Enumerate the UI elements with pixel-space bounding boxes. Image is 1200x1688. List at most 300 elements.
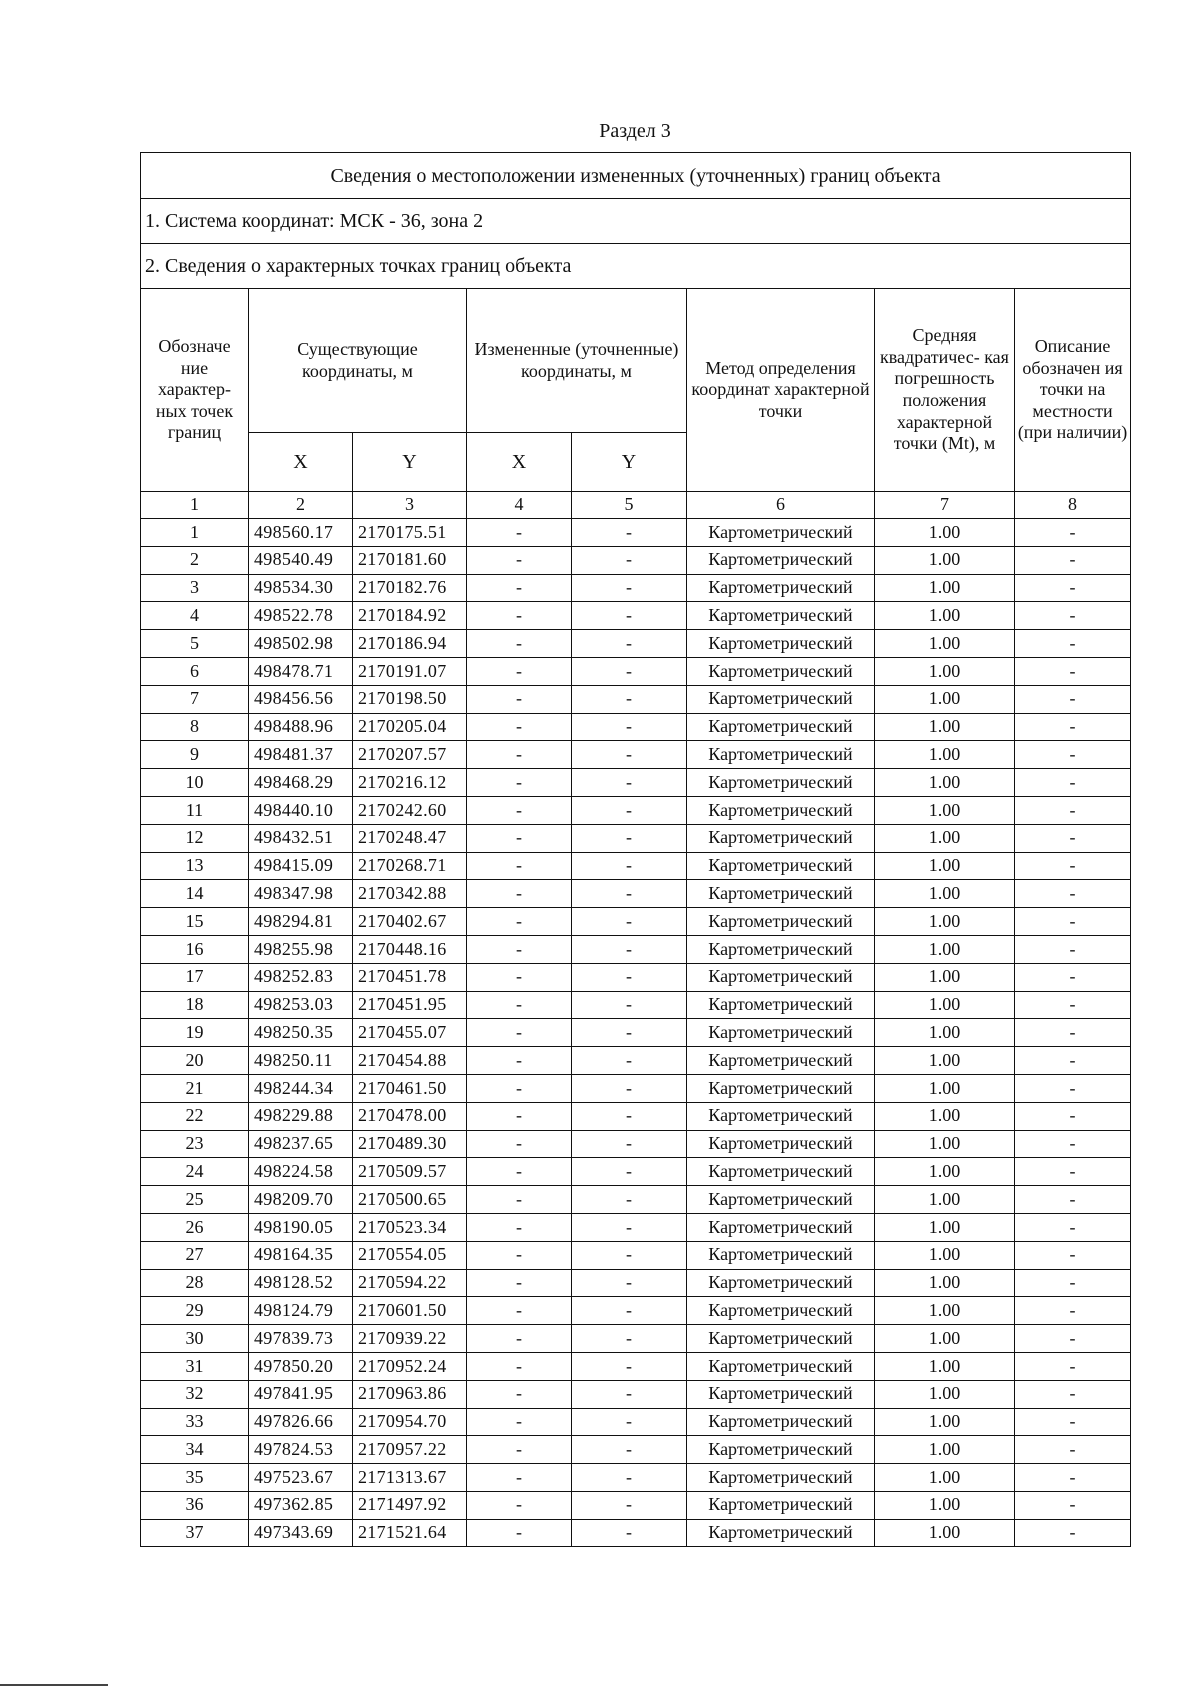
y-changed-cell: - — [572, 1269, 687, 1297]
x-changed-cell: - — [467, 657, 572, 685]
x-existing-cell: 498244.34 — [249, 1074, 353, 1102]
column-number: 4 — [467, 492, 572, 519]
y-changed-cell: - — [572, 796, 687, 824]
table-row — [141, 1213, 1131, 1241]
y-existing-cell: 2170184.92 — [353, 602, 467, 630]
description-cell: - — [1015, 630, 1131, 658]
point-number-cell: 34 — [141, 1436, 249, 1464]
error-cell: 1.00 — [875, 1352, 1015, 1380]
y-changed-cell: - — [572, 991, 687, 1019]
point-number-cell: 9 — [141, 741, 249, 769]
error-cell: 1.00 — [875, 519, 1015, 547]
y-changed-cell: - — [572, 574, 687, 602]
description-cell: - — [1015, 1213, 1131, 1241]
x-existing-cell: 498224.58 — [249, 1158, 353, 1186]
error-cell: 1.00 — [875, 630, 1015, 658]
error-cell: 1.00 — [875, 713, 1015, 741]
method-cell: Картометрический — [687, 1269, 875, 1297]
y-existing-cell: 2170451.78 — [353, 963, 467, 991]
y-existing-cell: 2170448.16 — [353, 935, 467, 963]
table-title: Сведения о местоположении измененных (уточненных) границ объекта — [141, 153, 1131, 199]
x-existing-cell: 498253.03 — [249, 991, 353, 1019]
y-changed-cell: - — [572, 1464, 687, 1492]
x-changed-cell: - — [467, 1325, 572, 1353]
y-changed-cell: - — [572, 685, 687, 713]
table-row — [141, 1186, 1131, 1214]
description-cell: - — [1015, 1519, 1131, 1547]
table-row — [141, 824, 1131, 852]
method-cell: Картометрический — [687, 908, 875, 936]
table-row — [141, 1380, 1131, 1408]
y-existing-cell: 2170489.30 — [353, 1130, 467, 1158]
description-cell: - — [1015, 880, 1131, 908]
y-changed-cell: - — [572, 519, 687, 547]
method-cell: Картометрический — [687, 963, 875, 991]
description-cell: - — [1015, 657, 1131, 685]
y-changed-cell: - — [572, 1436, 687, 1464]
point-number-cell: 25 — [141, 1186, 249, 1214]
x-existing-cell: 498468.29 — [249, 769, 353, 797]
description-cell: - — [1015, 602, 1131, 630]
error-cell: 1.00 — [875, 963, 1015, 991]
error-cell: 1.00 — [875, 1213, 1015, 1241]
y-existing-cell: 2170182.76 — [353, 574, 467, 602]
x-existing-cell: 497824.53 — [249, 1436, 353, 1464]
error-cell: 1.00 — [875, 546, 1015, 574]
error-cell: 1.00 — [875, 991, 1015, 1019]
description-cell: - — [1015, 852, 1131, 880]
x-changed-cell: - — [467, 1102, 572, 1130]
point-number-cell: 26 — [141, 1213, 249, 1241]
y-changed-cell: - — [572, 1491, 687, 1519]
error-cell: 1.00 — [875, 935, 1015, 963]
y-existing-cell: 2170523.34 — [353, 1213, 467, 1241]
y-changed-cell: - — [572, 1186, 687, 1214]
point-number-cell: 18 — [141, 991, 249, 1019]
x-existing-cell: 498229.88 — [249, 1102, 353, 1130]
table-row — [141, 602, 1131, 630]
column-number: 6 — [687, 492, 875, 519]
method-cell: Картометрический — [687, 1186, 875, 1214]
y-changed-cell: - — [572, 630, 687, 658]
method-cell: Картометрический — [687, 1074, 875, 1102]
point-number-cell: 22 — [141, 1102, 249, 1130]
point-number-cell: 14 — [141, 880, 249, 908]
y-existing-cell: 2170509.57 — [353, 1158, 467, 1186]
x-changed-cell: - — [467, 519, 572, 547]
y-existing-cell: 2170342.88 — [353, 880, 467, 908]
x-changed-cell: - — [467, 1464, 572, 1492]
point-number-cell: 28 — [141, 1269, 249, 1297]
table-row — [141, 630, 1131, 658]
x-changed-cell: - — [467, 796, 572, 824]
method-cell: Картометрический — [687, 935, 875, 963]
method-cell: Картометрический — [687, 519, 875, 547]
table-row — [141, 713, 1131, 741]
table-row — [141, 657, 1131, 685]
y-changed-cell: - — [572, 1325, 687, 1353]
point-number-cell: 37 — [141, 1519, 249, 1547]
y-existing-cell: 2170216.12 — [353, 769, 467, 797]
header-x-changed: X — [467, 433, 572, 492]
method-cell: Картометрический — [687, 852, 875, 880]
error-cell: 1.00 — [875, 1158, 1015, 1186]
x-changed-cell: - — [467, 1519, 572, 1547]
x-existing-cell: 498347.98 — [249, 880, 353, 908]
table-row — [141, 935, 1131, 963]
method-cell: Картометрический — [687, 824, 875, 852]
description-cell: - — [1015, 769, 1131, 797]
x-existing-cell: 498209.70 — [249, 1186, 353, 1214]
x-changed-cell: - — [467, 1241, 572, 1269]
header-point-designation: Обозначе ние характер- ных точек границ — [141, 289, 249, 492]
description-cell: - — [1015, 1047, 1131, 1075]
error-cell: 1.00 — [875, 1519, 1015, 1547]
error-cell: 1.00 — [875, 796, 1015, 824]
x-existing-cell: 498440.10 — [249, 796, 353, 824]
error-cell: 1.00 — [875, 769, 1015, 797]
method-cell: Картометрический — [687, 1130, 875, 1158]
table-row — [141, 1269, 1131, 1297]
x-changed-cell: - — [467, 685, 572, 713]
point-number-cell: 36 — [141, 1491, 249, 1519]
error-cell: 1.00 — [875, 824, 1015, 852]
y-changed-cell: - — [572, 880, 687, 908]
header-error: Средняя квадратичес- кая погрешность положения характерной точки (Mt), м — [875, 289, 1015, 492]
method-cell: Картометрический — [687, 1241, 875, 1269]
point-number-cell: 32 — [141, 1380, 249, 1408]
point-number-cell: 2 — [141, 546, 249, 574]
table-row — [141, 1297, 1131, 1325]
column-number: 2 — [249, 492, 353, 519]
description-cell: - — [1015, 1325, 1131, 1353]
column-number: 8 — [1015, 492, 1131, 519]
x-existing-cell: 498252.83 — [249, 963, 353, 991]
method-cell: Картометрический — [687, 685, 875, 713]
y-existing-cell: 2171497.92 — [353, 1491, 467, 1519]
point-number-cell: 33 — [141, 1408, 249, 1436]
point-number-cell: 27 — [141, 1241, 249, 1269]
table-row — [141, 1102, 1131, 1130]
coord-system: 1. Система координат: МСК - 36, зона 2 — [141, 199, 1131, 244]
table-row — [141, 1130, 1131, 1158]
x-changed-cell: - — [467, 1158, 572, 1186]
header-changed-coords: Измененные (уточненные) координаты, м — [467, 289, 687, 433]
method-cell: Картометрический — [687, 1213, 875, 1241]
description-cell: - — [1015, 1464, 1131, 1492]
x-existing-cell: 498540.49 — [249, 546, 353, 574]
table-row — [141, 1241, 1131, 1269]
description-cell: - — [1015, 685, 1131, 713]
table-row — [141, 1019, 1131, 1047]
y-existing-cell: 2170175.51 — [353, 519, 467, 547]
x-existing-cell: 498237.65 — [249, 1130, 353, 1158]
y-changed-cell: - — [572, 1241, 687, 1269]
error-cell: 1.00 — [875, 1325, 1015, 1353]
description-cell: - — [1015, 1436, 1131, 1464]
point-number-cell: 20 — [141, 1047, 249, 1075]
x-existing-cell: 498456.56 — [249, 685, 353, 713]
error-cell: 1.00 — [875, 1408, 1015, 1436]
header-method: Метод определения координат характерной точки — [687, 289, 875, 492]
column-number: 1 — [141, 492, 249, 519]
point-number-cell: 11 — [141, 796, 249, 824]
x-changed-cell: - — [467, 1380, 572, 1408]
x-changed-cell: - — [467, 546, 572, 574]
point-number-cell: 13 — [141, 852, 249, 880]
error-cell: 1.00 — [875, 657, 1015, 685]
x-existing-cell: 497343.69 — [249, 1519, 353, 1547]
y-existing-cell: 2170402.67 — [353, 908, 467, 936]
x-changed-cell: - — [467, 1352, 572, 1380]
description-cell: - — [1015, 741, 1131, 769]
y-changed-cell: - — [572, 1297, 687, 1325]
boundary-table — [140, 152, 1131, 1547]
description-cell: - — [1015, 713, 1131, 741]
x-changed-cell: - — [467, 852, 572, 880]
y-existing-cell: 2170455.07 — [353, 1019, 467, 1047]
header-y-existing: Y — [353, 433, 467, 492]
y-changed-cell: - — [572, 741, 687, 769]
description-cell: - — [1015, 546, 1131, 574]
point-number-cell: 8 — [141, 713, 249, 741]
error-cell: 1.00 — [875, 1380, 1015, 1408]
error-cell: 1.00 — [875, 685, 1015, 713]
y-changed-cell: - — [572, 963, 687, 991]
table-row — [141, 769, 1131, 797]
column-number: 5 — [572, 492, 687, 519]
description-cell: - — [1015, 1241, 1131, 1269]
y-changed-cell: - — [572, 1380, 687, 1408]
point-number-cell: 16 — [141, 935, 249, 963]
error-cell: 1.00 — [875, 1130, 1015, 1158]
method-cell: Картометрический — [687, 1352, 875, 1380]
table-row — [141, 1352, 1131, 1380]
x-changed-cell: - — [467, 630, 572, 658]
x-existing-cell: 498481.37 — [249, 741, 353, 769]
y-existing-cell: 2170554.05 — [353, 1241, 467, 1269]
x-existing-cell: 498502.98 — [249, 630, 353, 658]
x-existing-cell: 498190.05 — [249, 1213, 353, 1241]
y-changed-cell: - — [572, 908, 687, 936]
description-cell: - — [1015, 519, 1131, 547]
x-existing-cell: 498560.17 — [249, 519, 353, 547]
method-cell: Картометрический — [687, 546, 875, 574]
y-existing-cell: 2170461.50 — [353, 1074, 467, 1102]
method-cell: Картометрический — [687, 1436, 875, 1464]
y-existing-cell: 2170952.24 — [353, 1352, 467, 1380]
x-changed-cell: - — [467, 935, 572, 963]
y-changed-cell: - — [572, 1102, 687, 1130]
y-existing-cell: 2170191.07 — [353, 657, 467, 685]
points-info: 2. Сведения о характерных точках границ объекта — [141, 244, 1131, 289]
y-changed-cell: - — [572, 1213, 687, 1241]
x-existing-cell: 498478.71 — [249, 657, 353, 685]
x-changed-cell: - — [467, 1436, 572, 1464]
method-cell: Картометрический — [687, 1325, 875, 1353]
method-cell: Картометрический — [687, 1297, 875, 1325]
description-cell: - — [1015, 1102, 1131, 1130]
table-row — [141, 1047, 1131, 1075]
y-changed-cell: - — [572, 769, 687, 797]
y-existing-cell: 2170454.88 — [353, 1047, 467, 1075]
x-existing-cell: 497362.85 — [249, 1491, 353, 1519]
point-number-cell: 4 — [141, 602, 249, 630]
point-number-cell: 12 — [141, 824, 249, 852]
x-changed-cell: - — [467, 741, 572, 769]
page-edge-line — [0, 1684, 108, 1686]
table-row — [141, 852, 1131, 880]
y-existing-cell: 2170939.22 — [353, 1325, 467, 1353]
y-existing-cell: 2170594.22 — [353, 1269, 467, 1297]
table-row — [141, 796, 1131, 824]
description-cell: - — [1015, 1380, 1131, 1408]
point-number-cell: 35 — [141, 1464, 249, 1492]
description-cell: - — [1015, 1186, 1131, 1214]
error-cell: 1.00 — [875, 1464, 1015, 1492]
column-numbers-row — [141, 492, 1131, 519]
y-existing-cell: 2171521.64 — [353, 1519, 467, 1547]
table-row — [141, 1519, 1131, 1547]
method-cell: Картометрический — [687, 1047, 875, 1075]
error-cell: 1.00 — [875, 908, 1015, 936]
header-description: Описание обозначен ия точки на местности (при наличии) — [1015, 289, 1131, 492]
header-existing-coords: Существующие координаты, м — [249, 289, 467, 433]
x-changed-cell: - — [467, 880, 572, 908]
error-cell: 1.00 — [875, 1269, 1015, 1297]
x-changed-cell: - — [467, 1269, 572, 1297]
error-cell: 1.00 — [875, 1102, 1015, 1130]
table-row — [141, 1325, 1131, 1353]
section-title: Раздел 3 — [599, 120, 671, 142]
table-row — [141, 546, 1131, 574]
table-row — [141, 1436, 1131, 1464]
y-changed-cell: - — [572, 1019, 687, 1047]
x-changed-cell: - — [467, 1297, 572, 1325]
method-cell: Картометрический — [687, 1102, 875, 1130]
table-row — [141, 908, 1131, 936]
method-cell: Картометрический — [687, 630, 875, 658]
description-cell: - — [1015, 796, 1131, 824]
x-changed-cell: - — [467, 963, 572, 991]
method-cell: Картометрический — [687, 1519, 875, 1547]
point-number-cell: 31 — [141, 1352, 249, 1380]
y-changed-cell: - — [572, 1074, 687, 1102]
error-cell: 1.00 — [875, 741, 1015, 769]
point-number-cell: 10 — [141, 769, 249, 797]
y-changed-cell: - — [572, 1352, 687, 1380]
x-changed-cell: - — [467, 1130, 572, 1158]
y-existing-cell: 2171313.67 — [353, 1464, 467, 1492]
point-number-cell: 6 — [141, 657, 249, 685]
y-existing-cell: 2170207.57 — [353, 741, 467, 769]
method-cell: Картометрический — [687, 1408, 875, 1436]
point-number-cell: 15 — [141, 908, 249, 936]
y-existing-cell: 2170500.65 — [353, 1186, 467, 1214]
x-changed-cell: - — [467, 1186, 572, 1214]
description-cell: - — [1015, 574, 1131, 602]
y-changed-cell: - — [572, 1130, 687, 1158]
table-row — [141, 741, 1131, 769]
y-changed-cell: - — [572, 713, 687, 741]
table-row — [141, 1158, 1131, 1186]
method-cell: Картометрический — [687, 1464, 875, 1492]
method-cell: Картометрический — [687, 1158, 875, 1186]
x-changed-cell: - — [467, 824, 572, 852]
table-row — [141, 1074, 1131, 1102]
table-row — [141, 685, 1131, 713]
x-existing-cell: 497826.66 — [249, 1408, 353, 1436]
x-existing-cell: 498294.81 — [249, 908, 353, 936]
y-existing-cell: 2170198.50 — [353, 685, 467, 713]
error-cell: 1.00 — [875, 1074, 1015, 1102]
x-existing-cell: 498488.96 — [249, 713, 353, 741]
x-changed-cell: - — [467, 1019, 572, 1047]
x-existing-cell: 498432.51 — [249, 824, 353, 852]
point-number-cell: 7 — [141, 685, 249, 713]
x-existing-cell: 497850.20 — [249, 1352, 353, 1380]
x-existing-cell: 498255.98 — [249, 935, 353, 963]
x-existing-cell: 497841.95 — [249, 1380, 353, 1408]
description-cell: - — [1015, 991, 1131, 1019]
y-existing-cell: 2170963.86 — [353, 1380, 467, 1408]
point-number-cell: 24 — [141, 1158, 249, 1186]
header-y-changed: Y — [572, 433, 687, 492]
y-changed-cell: - — [572, 935, 687, 963]
method-cell: Картометрический — [687, 713, 875, 741]
y-existing-cell: 2170268.71 — [353, 852, 467, 880]
method-cell: Картометрический — [687, 574, 875, 602]
description-cell: - — [1015, 963, 1131, 991]
point-number-cell: 19 — [141, 1019, 249, 1047]
method-cell: Картометрический — [687, 741, 875, 769]
error-cell: 1.00 — [875, 1241, 1015, 1269]
x-changed-cell: - — [467, 574, 572, 602]
description-cell: - — [1015, 824, 1131, 852]
x-existing-cell: 497839.73 — [249, 1325, 353, 1353]
y-existing-cell: 2170205.04 — [353, 713, 467, 741]
x-changed-cell: - — [467, 1213, 572, 1241]
method-cell: Картометрический — [687, 991, 875, 1019]
table-row — [141, 1464, 1131, 1492]
y-existing-cell: 2170954.70 — [353, 1408, 467, 1436]
header-x-existing: X — [249, 433, 353, 492]
x-changed-cell: - — [467, 713, 572, 741]
table-row — [141, 574, 1131, 602]
description-cell: - — [1015, 1269, 1131, 1297]
error-cell: 1.00 — [875, 1436, 1015, 1464]
x-changed-cell: - — [467, 1408, 572, 1436]
description-cell: - — [1015, 1408, 1131, 1436]
x-changed-cell: - — [467, 908, 572, 936]
y-changed-cell: - — [572, 852, 687, 880]
description-cell: - — [1015, 1491, 1131, 1519]
description-cell: - — [1015, 1074, 1131, 1102]
x-existing-cell: 498415.09 — [249, 852, 353, 880]
x-existing-cell: 498128.52 — [249, 1269, 353, 1297]
point-number-cell: 23 — [141, 1130, 249, 1158]
method-cell: Картометрический — [687, 1019, 875, 1047]
y-changed-cell: - — [572, 1408, 687, 1436]
table-row — [141, 519, 1131, 547]
y-existing-cell: 2170181.60 — [353, 546, 467, 574]
error-cell: 1.00 — [875, 1019, 1015, 1047]
method-cell: Картометрический — [687, 880, 875, 908]
error-cell: 1.00 — [875, 1297, 1015, 1325]
error-cell: 1.00 — [875, 574, 1015, 602]
table-row — [141, 880, 1131, 908]
x-changed-cell: - — [467, 1491, 572, 1519]
